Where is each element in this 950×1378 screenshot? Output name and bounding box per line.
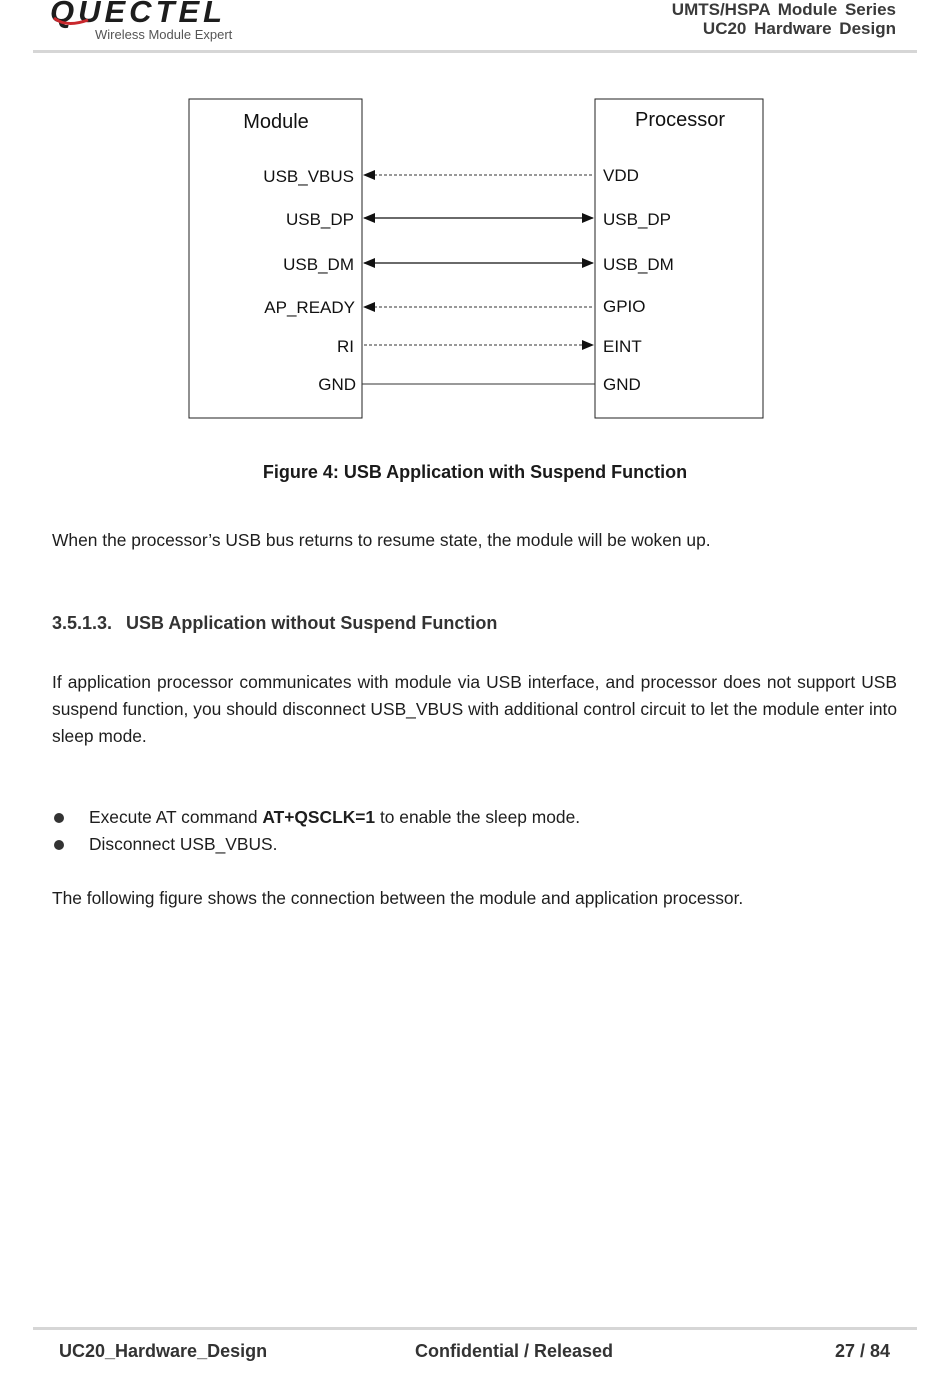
processor-pin-vdd: VDD xyxy=(603,166,639,185)
bullet-text-pre: Execute AT command xyxy=(89,807,263,827)
processor-pin-usb-dp: USB_DP xyxy=(603,210,672,229)
resume-paragraph: When the processor’s USB bus returns to resume state, the module will be woken up. xyxy=(52,530,711,550)
footer-divider xyxy=(33,1327,917,1330)
logo-wordmark: QUECTEL xyxy=(50,0,227,29)
logo-tagline: Wireless Module Expert xyxy=(95,27,233,42)
processor-pin-eint: EINT xyxy=(603,337,642,356)
processor-pin-gpio: GPIO xyxy=(603,297,646,316)
processor-title: Processor xyxy=(634,109,726,131)
at-command: AT+QSCLK=1 xyxy=(262,807,376,827)
bullet-text-post: to enable the sleep mode. xyxy=(375,807,581,827)
footer-page-number: 27 / 84 xyxy=(834,1341,890,1361)
module-pin-ri: RI xyxy=(337,337,354,356)
usb-suspend-diagram xyxy=(0,0,950,440)
intro-paragraph: If application processor communicates with module via USB interface, and processor does not support USB suspend function, you should disconnect USB_VBUS with additional control circuit to let the module enter into sleep mode. xyxy=(52,672,897,746)
bullet-dot-icon xyxy=(54,813,64,823)
processor-pin-usb-dm: USB_DM xyxy=(603,255,674,274)
module-pin-usb-dm: USB_DM xyxy=(283,255,354,274)
section-heading xyxy=(52,613,497,634)
section-number: 3.5.1.3. xyxy=(52,613,113,633)
footer-doc-name: UC20_Hardware_Design xyxy=(59,1341,268,1361)
section-title: USB Application without Suspend Function xyxy=(126,613,498,633)
module-pin-ap-ready: AP_READY xyxy=(264,298,355,317)
module-pin-usb-dp: USB_DP xyxy=(285,210,354,229)
module-title: Module xyxy=(243,111,309,133)
module-pin-gnd: GND xyxy=(318,375,356,394)
header-series: UMTS/HSPA Module Series xyxy=(671,0,896,19)
following-paragraph: The following figure shows the connection between the module and application processor. xyxy=(52,888,744,908)
bullet-dot-icon xyxy=(54,840,64,850)
header-doc-title: UC20 Hardware Design xyxy=(702,19,896,38)
bullet-item-disconnect-vbus xyxy=(52,831,897,858)
figure-caption: Figure 4: USB Application with Suspend Function xyxy=(262,462,688,482)
footer-confidentiality: Confidential / Released xyxy=(415,1341,614,1361)
bullet-text: Disconnect USB_VBUS. xyxy=(89,834,278,854)
processor-pin-gnd: GND xyxy=(603,375,641,394)
module-pin-usb-vbus: USB_VBUS xyxy=(263,167,354,186)
bullet-item-sleep-command xyxy=(52,804,897,831)
